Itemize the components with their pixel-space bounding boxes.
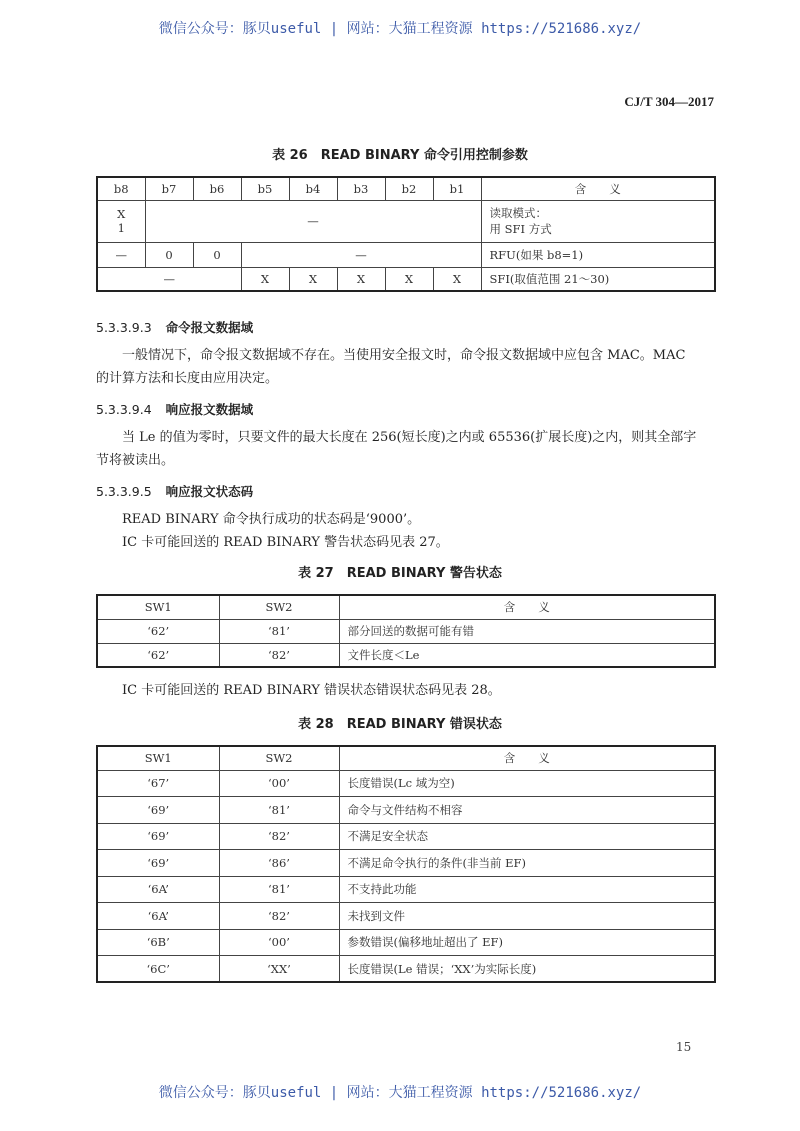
cell: 0	[145, 242, 193, 267]
table-row	[97, 929, 715, 956]
cell: ‘69’	[97, 797, 219, 824]
paragraph: READ BINARY 命令执行成功的状态码是‘9000’。 IC 卡可能回送的 READ BINARY 警告状态码见表 27。	[122, 512, 449, 550]
cell: ‘6B’	[97, 929, 219, 956]
paragraph: 一般情况下，命令报文数据域不存在。当使用安全报文时，命令报文数据域中应包含 MAC。MAC 的计算方法和长度由应用决定。	[96, 348, 686, 386]
cell: X	[433, 267, 481, 291]
cell: 读取模式： 用 SFI 方式	[481, 200, 715, 242]
paragraph: IC 卡可能回送的 READ BINARY 错误状态错误状态码见表 28。	[122, 683, 501, 698]
column-header: b6	[193, 177, 241, 200]
standard-number-header: CJ/T 304—2017	[624, 94, 714, 109]
cell: 命令与文件结构不相容	[339, 797, 715, 824]
cell: ‘81’	[219, 797, 339, 824]
cell: 不满足命令执行的条件(非当前 EF)	[339, 850, 715, 877]
cell: SFI(取值范围 21～30)	[481, 267, 715, 291]
section-heading: 5.3.3.9.5 响应报文状态码	[96, 484, 254, 499]
cell: —	[97, 267, 241, 291]
cell: ‘69’	[97, 850, 219, 877]
cell: ‘86’	[219, 850, 339, 877]
table28-caption: 表 28 READ BINARY 错误状态	[298, 717, 502, 732]
cell: X	[289, 267, 337, 291]
column-header: b2	[385, 177, 433, 200]
cell: ‘62’	[97, 619, 219, 643]
section-heading: 5.3.3.9.3 命令报文数据域	[96, 320, 254, 335]
cell: X	[241, 267, 289, 291]
cell: ‘62’	[97, 643, 219, 667]
table-row	[97, 956, 715, 983]
table-row	[97, 850, 715, 877]
column-header: b3	[337, 177, 385, 200]
cell: 不支持此功能	[339, 876, 715, 903]
table-row	[97, 903, 715, 930]
cell: —	[145, 200, 481, 242]
column-header: 含 义	[339, 595, 715, 619]
watermark-bottom: 微信公众号：豚贝useful | 网站：大猫工程资源 https://521686.xyz/	[158, 1085, 642, 1101]
cell: 未找到文件	[339, 903, 715, 930]
cell: X 1	[97, 200, 145, 242]
table-row	[97, 619, 715, 643]
column-header: b4	[289, 177, 337, 200]
column-header: SW1	[97, 595, 219, 619]
column-header: SW2	[219, 746, 339, 770]
cell: —	[97, 242, 145, 267]
column-header: b7	[145, 177, 193, 200]
section-heading: 5.3.3.9.4 响应报文数据域	[96, 402, 254, 417]
cell: ‘6A’	[97, 903, 219, 930]
table-row	[97, 770, 715, 797]
column-header: b1	[433, 177, 481, 200]
cell: ‘81’	[219, 619, 339, 643]
cell: X	[385, 267, 433, 291]
cell: ‘81’	[219, 876, 339, 903]
table27	[96, 594, 716, 668]
watermark-top: 微信公众号：豚贝useful | 网站：大猫工程资源 https://521686.xyz/	[158, 21, 642, 37]
column-header: SW2	[219, 595, 339, 619]
paragraph: 当 Le 的值为零时，只要文件的最大长度在 256(短长度)之内或 65536(扩展长度)之内，则其全部字 节将被读出。	[96, 430, 697, 468]
cell: 0	[193, 242, 241, 267]
cell: 参数错误(偏移地址超出了 EF)	[339, 929, 715, 956]
column-header: 含 义	[339, 746, 715, 770]
cell: ‘69’	[97, 823, 219, 850]
cell: ‘82’	[219, 823, 339, 850]
column-header: b8	[97, 177, 145, 200]
cell: 长度错误(Le 错误；‘XX’为实际长度)	[339, 956, 715, 983]
column-header: 含 义	[481, 177, 715, 200]
cell: ‘82’	[219, 903, 339, 930]
cell: RFU(如果 b8=1)	[481, 242, 715, 267]
table-row	[97, 797, 715, 824]
cell: 文件长度＜Le	[339, 643, 715, 667]
table-row	[97, 643, 715, 667]
cell: 不满足安全状态	[339, 823, 715, 850]
column-header: b5	[241, 177, 289, 200]
cell: ‘00’	[219, 770, 339, 797]
table-row	[97, 876, 715, 903]
cell: ‘82’	[219, 643, 339, 667]
table-row	[97, 823, 715, 850]
cell: X	[337, 267, 385, 291]
cell: 部分回送的数据可能有错	[339, 619, 715, 643]
table26	[96, 176, 716, 292]
cell: ‘6A’	[97, 876, 219, 903]
cell: ‘00’	[219, 929, 339, 956]
column-header: SW1	[97, 746, 219, 770]
cell: —	[241, 242, 481, 267]
cell: ‘XX’	[219, 956, 339, 983]
cell: ‘67’	[97, 770, 219, 797]
table27-caption: 表 27 READ BINARY 警告状态	[298, 566, 502, 581]
table28	[96, 745, 716, 983]
table26-caption: 表 26 READ BINARY 命令引用控制参数	[272, 148, 528, 163]
page-number: 15	[676, 1040, 692, 1054]
cell: ‘6C’	[97, 956, 219, 983]
cell: 长度错误(Lc 域为空)	[339, 770, 715, 797]
